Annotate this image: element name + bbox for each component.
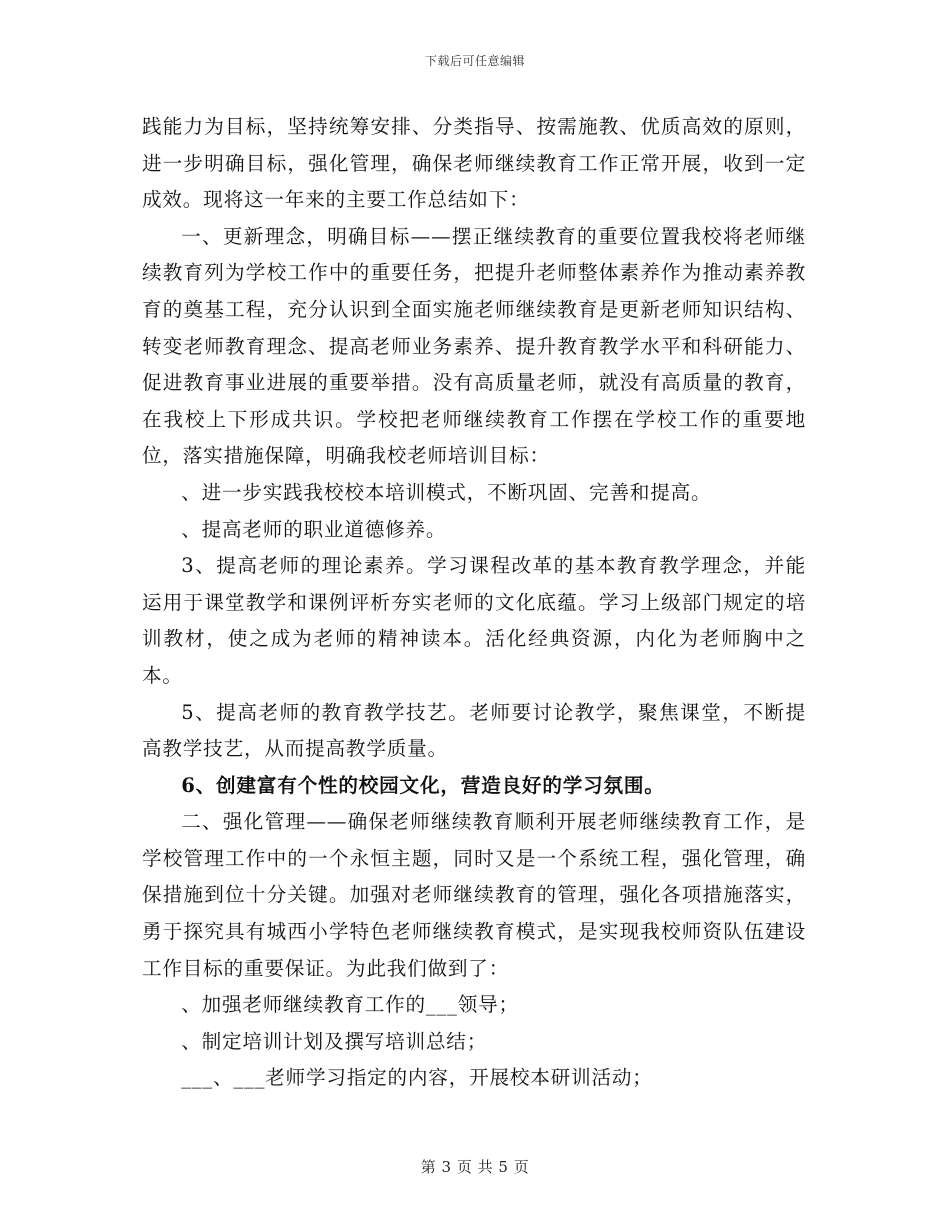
paragraph-goal-2: 、提高老师的职业道德修养。 (181, 517, 447, 541)
paragraph-measure-2: 、制定培训计划及撰写培训总结； (181, 1029, 488, 1053)
page-header: 下载后可任意编辑 (424, 54, 525, 68)
document-body (142, 109, 806, 1097)
paragraph-goal-5: 5、提高老师的教育教学技艺。老师要讨论教学，聚焦课堂，不断提高教学技艺，从而提高教学质量。 (142, 700, 806, 761)
paragraph-intro-continued: 践能力为目标，坚持统筹安排、分类指导、按需施教、优质高效的原则，进一步明确目标，强化管理，确保老师继续教育工作正常开展，收到一定成效。现将这一年来的主要工作总结如下： (142, 115, 806, 212)
paragraph-section-one: 一、更新理念，明确目标——摆正继续教育的重要位置我校将老师继续教育列为学校工作中的重要任务，把提升老师整体素养作为推动素养教育的奠基工程，充分认识到全面实施老师继续教育是更新老师知识结构、转变老师教育理念、提高老师业务素养、提升教育教学水平和科研能力、促进教育事业进展的重要举措。没有高质量老师，就没有高质量的教育，在我校上下形成共识。学校把老师继续教育工作摆在学校工作的重要地位，落实措施保障，明确我校老师培训目标： (142, 224, 806, 468)
paragraph-section-two: 二、强化管理——确保老师继续教育顺利开展老师继续教育工作，是学校管理工作中的一个永恒主题，同时又是一个系统工程，强化管理，确保措施到位十分关键。加强对老师继续教育的管理，强化各项措施落实，勇于探究具有城西小学特色老师继续教育模式，是实现我校师资队伍建设工作目标的重要保证。为此我们做到了： (142, 810, 806, 980)
paragraph-goal-1: 、进一步实践我校校本培训模式，不断巩固、完善和提高。 (181, 480, 712, 504)
page-footer: 第 3 页 共 5 页 (420, 1158, 530, 1176)
paragraph-goal-6: 6、创建富有个性的校园文化，营造良好的学习氛围。 (181, 773, 665, 797)
paragraph-goal-3: 3、提高老师的理论素养。学习课程改革的基本教育教学理念，并能运用于课堂教学和课例评析夯实老师的文化底蕴。学习上级部门规定的培训教材，使之成为老师的精神读本。活化经典资源，内化为老师胸中之本。 (142, 554, 806, 687)
paragraph-measure-1: 、加强老师继续教育工作的___领导； (181, 993, 519, 1017)
paragraph-measure-3: ___、___老师学习指定的内容，开展校本研训活动； (181, 1066, 653, 1090)
